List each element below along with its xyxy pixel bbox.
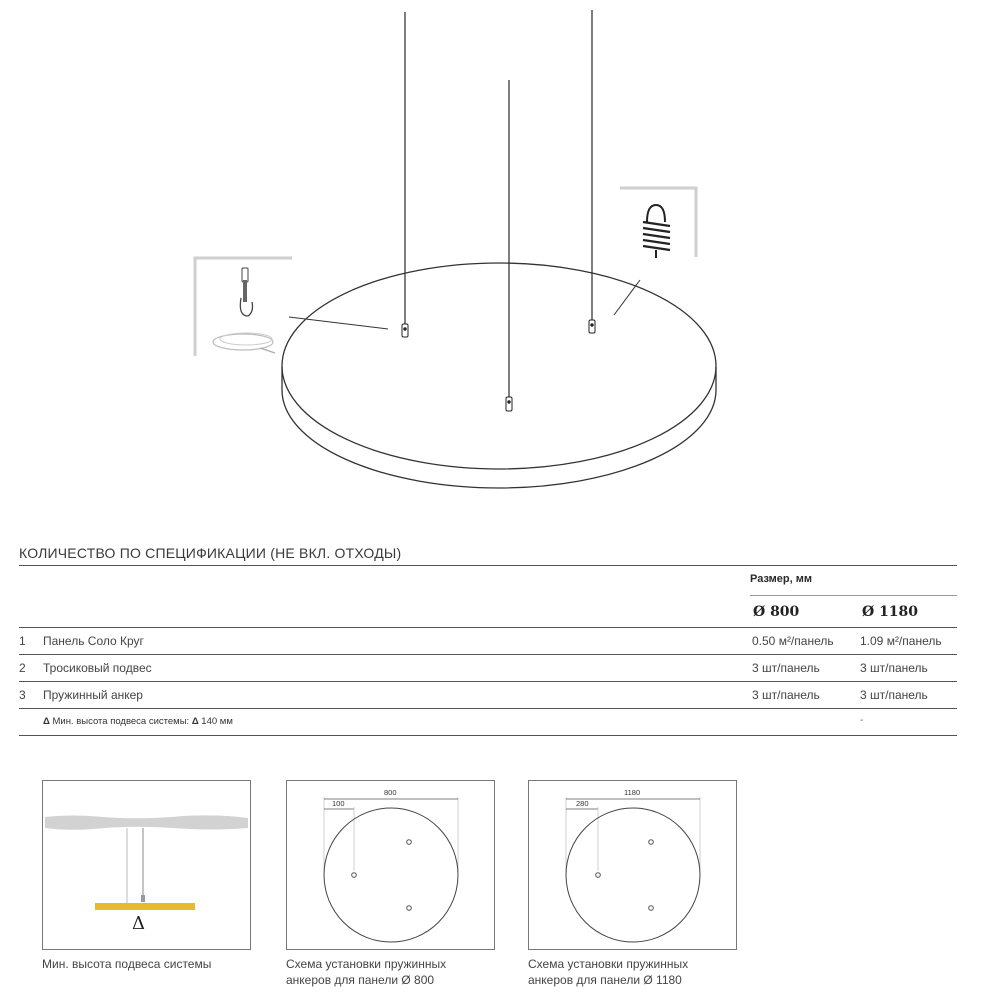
anchor-point [596,873,601,878]
caption-line: анкеров для панели Ø 800 [286,973,435,987]
row-value-800: 3 шт/панель [752,688,820,702]
title-rule [19,565,957,566]
anchor-point [649,840,654,845]
row-item-name: Пружинный анкер [43,688,143,702]
scheme-800-diagram [286,780,495,950]
min-height-diagram [42,780,251,950]
spec-title: КОЛИЧЕСТВО ПО СПЕЦИФИКАЦИИ (НЕ ВКЛ. ОТХОДЫ) [19,545,402,561]
scheme-800-caption [286,956,446,988]
row-value-800: 3 шт/панель [752,661,820,675]
row-value-1180: 1.09 м²/панель [860,634,942,648]
delta-label: Δ [132,913,145,934]
row-number: 1 [19,634,26,648]
row-number: 3 [19,688,26,702]
size-rule [750,595,957,596]
header-rule [19,627,957,628]
panel [95,903,195,910]
caption-line: Мин. высота подвеса системы [42,957,212,971]
min-height-note [43,716,233,727]
caption-line: Схема установки пружинных [528,957,689,971]
row-item-name: Панель Соло Круг [43,634,144,648]
row-value-800: 0.50 м²/панель [752,634,834,648]
delta-symbol: Δ [191,716,199,727]
diameter-value: 800 [384,788,397,797]
spring-anchor-callout [620,188,696,258]
row-value-1180: 3 шт/панель [860,661,928,675]
panel-outline [324,808,458,942]
row-number: 2 [19,661,26,675]
row-item-name: Тросиковый подвес [43,661,152,675]
size-header: Размер, мм [750,573,812,585]
anchor-point [352,873,357,878]
anchor-point [407,840,412,845]
anchor-point [649,906,654,911]
row-value-1180: 3 шт/панель [860,688,928,702]
row-rule [19,708,957,709]
offset-value: 100 [332,799,345,808]
round-panel [282,263,716,488]
row-rule [19,654,957,655]
scheme-1180-diagram [528,780,737,950]
ceiling [45,815,248,829]
min-height-value: 140 мм [201,716,233,727]
row-rule [19,681,957,682]
column-1180: Ø 1180 [862,604,919,620]
min-height-caption [42,956,211,972]
cable-hanger-callout [195,258,292,356]
panel-outline [566,808,700,942]
min-height-label: Мин. высота подвеса системы: [52,716,190,727]
diameter-value: 1180 [624,788,641,797]
caption-line: анкеров для панели Ø 1180 [528,973,682,987]
table-bottom-rule [19,735,957,736]
offset-value: 280 [576,799,589,808]
cable-gripper [141,895,145,902]
caption-line: Схема установки пружинных [286,957,447,971]
delta-symbol: Δ [43,716,50,727]
min-height-1180-value: - [860,715,864,726]
column-800: Ø 800 [753,604,800,620]
scheme-1180-caption [528,956,688,988]
anchor-point [407,906,412,911]
